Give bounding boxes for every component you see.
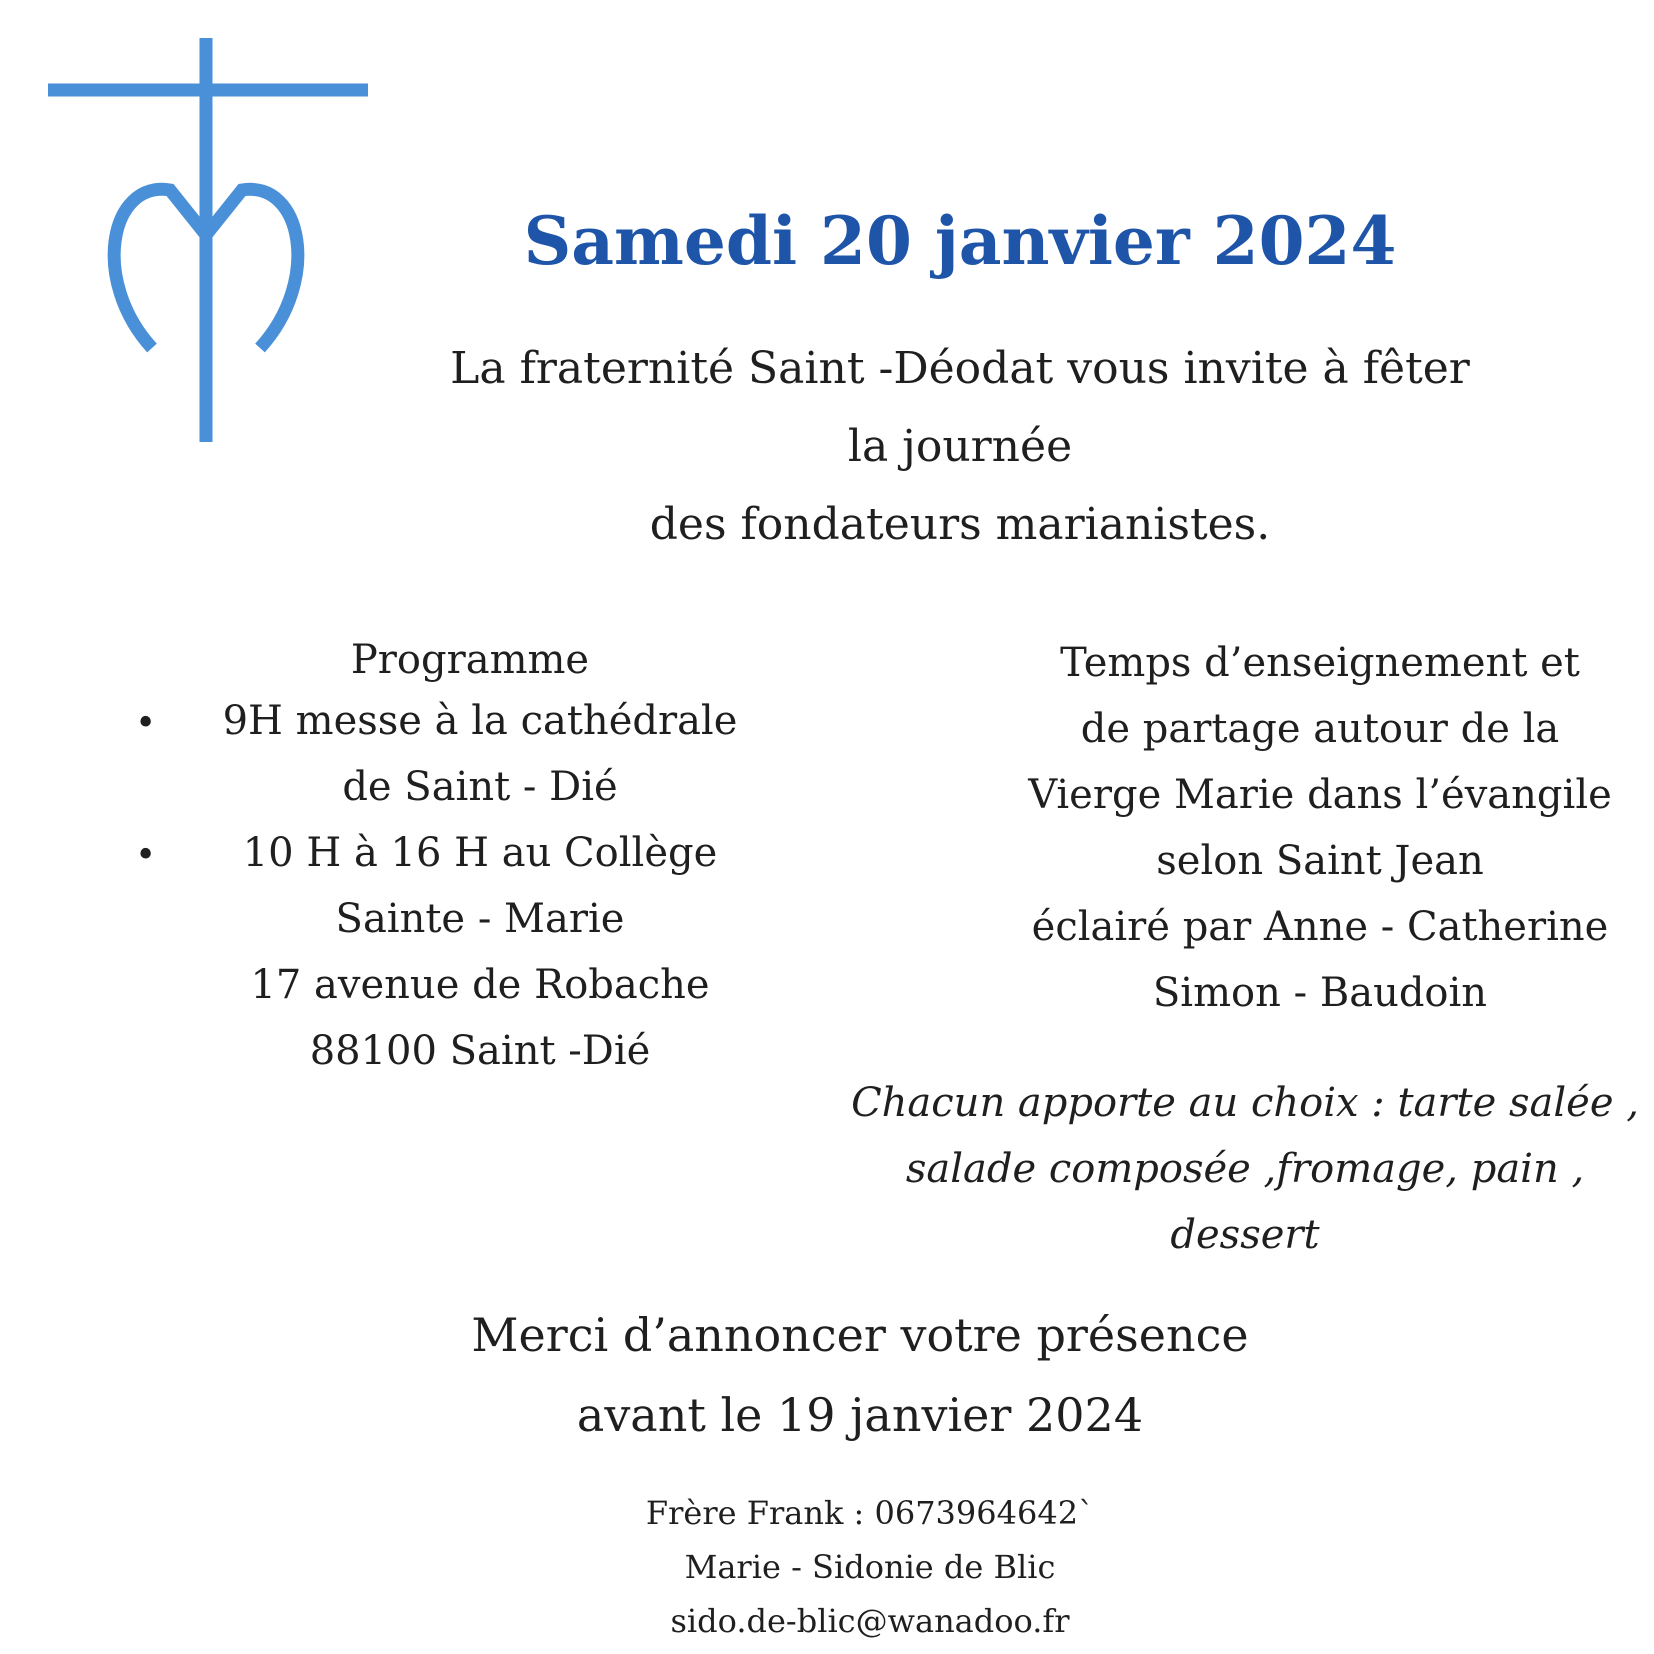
logo-m-right-arc xyxy=(206,189,298,348)
rsvp-line: avant le 19 janvier 2024 xyxy=(576,1388,1144,1442)
food-instructions xyxy=(850,1070,1640,1268)
food-line: salade composée ,fromage, pain , xyxy=(905,1146,1585,1192)
contact-name: Marie - Sidonie de Blic xyxy=(684,1548,1056,1586)
event-date-title: Samedi 20 janvier 2024 xyxy=(523,202,1397,280)
programme-line: 9H messe à la cathédrale xyxy=(222,698,738,744)
rsvp-line: Merci d’annoncer votre présence xyxy=(471,1308,1249,1362)
teaching-line: Simon - Baudoin xyxy=(1152,970,1488,1016)
teaching-description xyxy=(1010,630,1630,1026)
programme-line: de Saint - Dié xyxy=(342,764,618,810)
invitation-line: La fraternité Saint -Déodat vous invite à fêter xyxy=(450,343,1470,394)
teaching-line: Temps d’enseignement et xyxy=(1060,640,1580,686)
teaching-line: de partage autour de la xyxy=(1080,706,1560,752)
food-line: dessert xyxy=(1170,1212,1320,1258)
food-line: Chacun apporte au choix : tarte salée , xyxy=(851,1080,1639,1126)
rsvp-notice xyxy=(420,1295,1300,1455)
teaching-line: selon Saint Jean xyxy=(1156,838,1484,884)
contact-info xyxy=(520,1486,1220,1648)
programme-line: 10 H à 16 H au Collège xyxy=(242,830,718,876)
contact-email[interactable]: sido.de-blic@wanadoo.fr xyxy=(670,1602,1070,1640)
programme-line: Sainte - Marie xyxy=(335,896,625,942)
programme-heading: Programme xyxy=(350,637,590,683)
marianist-cross-m-logo xyxy=(40,30,400,450)
programme-address-line: 88100 Saint -Dié xyxy=(309,1028,651,1074)
bullet-point: • xyxy=(135,835,157,876)
invitation-text xyxy=(440,330,1480,564)
contact-phone: Frère Frank : 0673964642` xyxy=(645,1494,1095,1532)
invitation-line: la journée xyxy=(847,421,1073,472)
teaching-line: Vierge Marie dans l’évangile xyxy=(1028,772,1612,818)
bullet-point: • xyxy=(135,703,157,744)
invitation-line: des fondateurs marianistes. xyxy=(649,499,1271,550)
logo-m-left-arc xyxy=(114,189,206,348)
programme-address-line: 17 avenue de Robache xyxy=(250,962,710,1008)
teaching-line: éclairé par Anne - Catherine xyxy=(1031,904,1609,950)
